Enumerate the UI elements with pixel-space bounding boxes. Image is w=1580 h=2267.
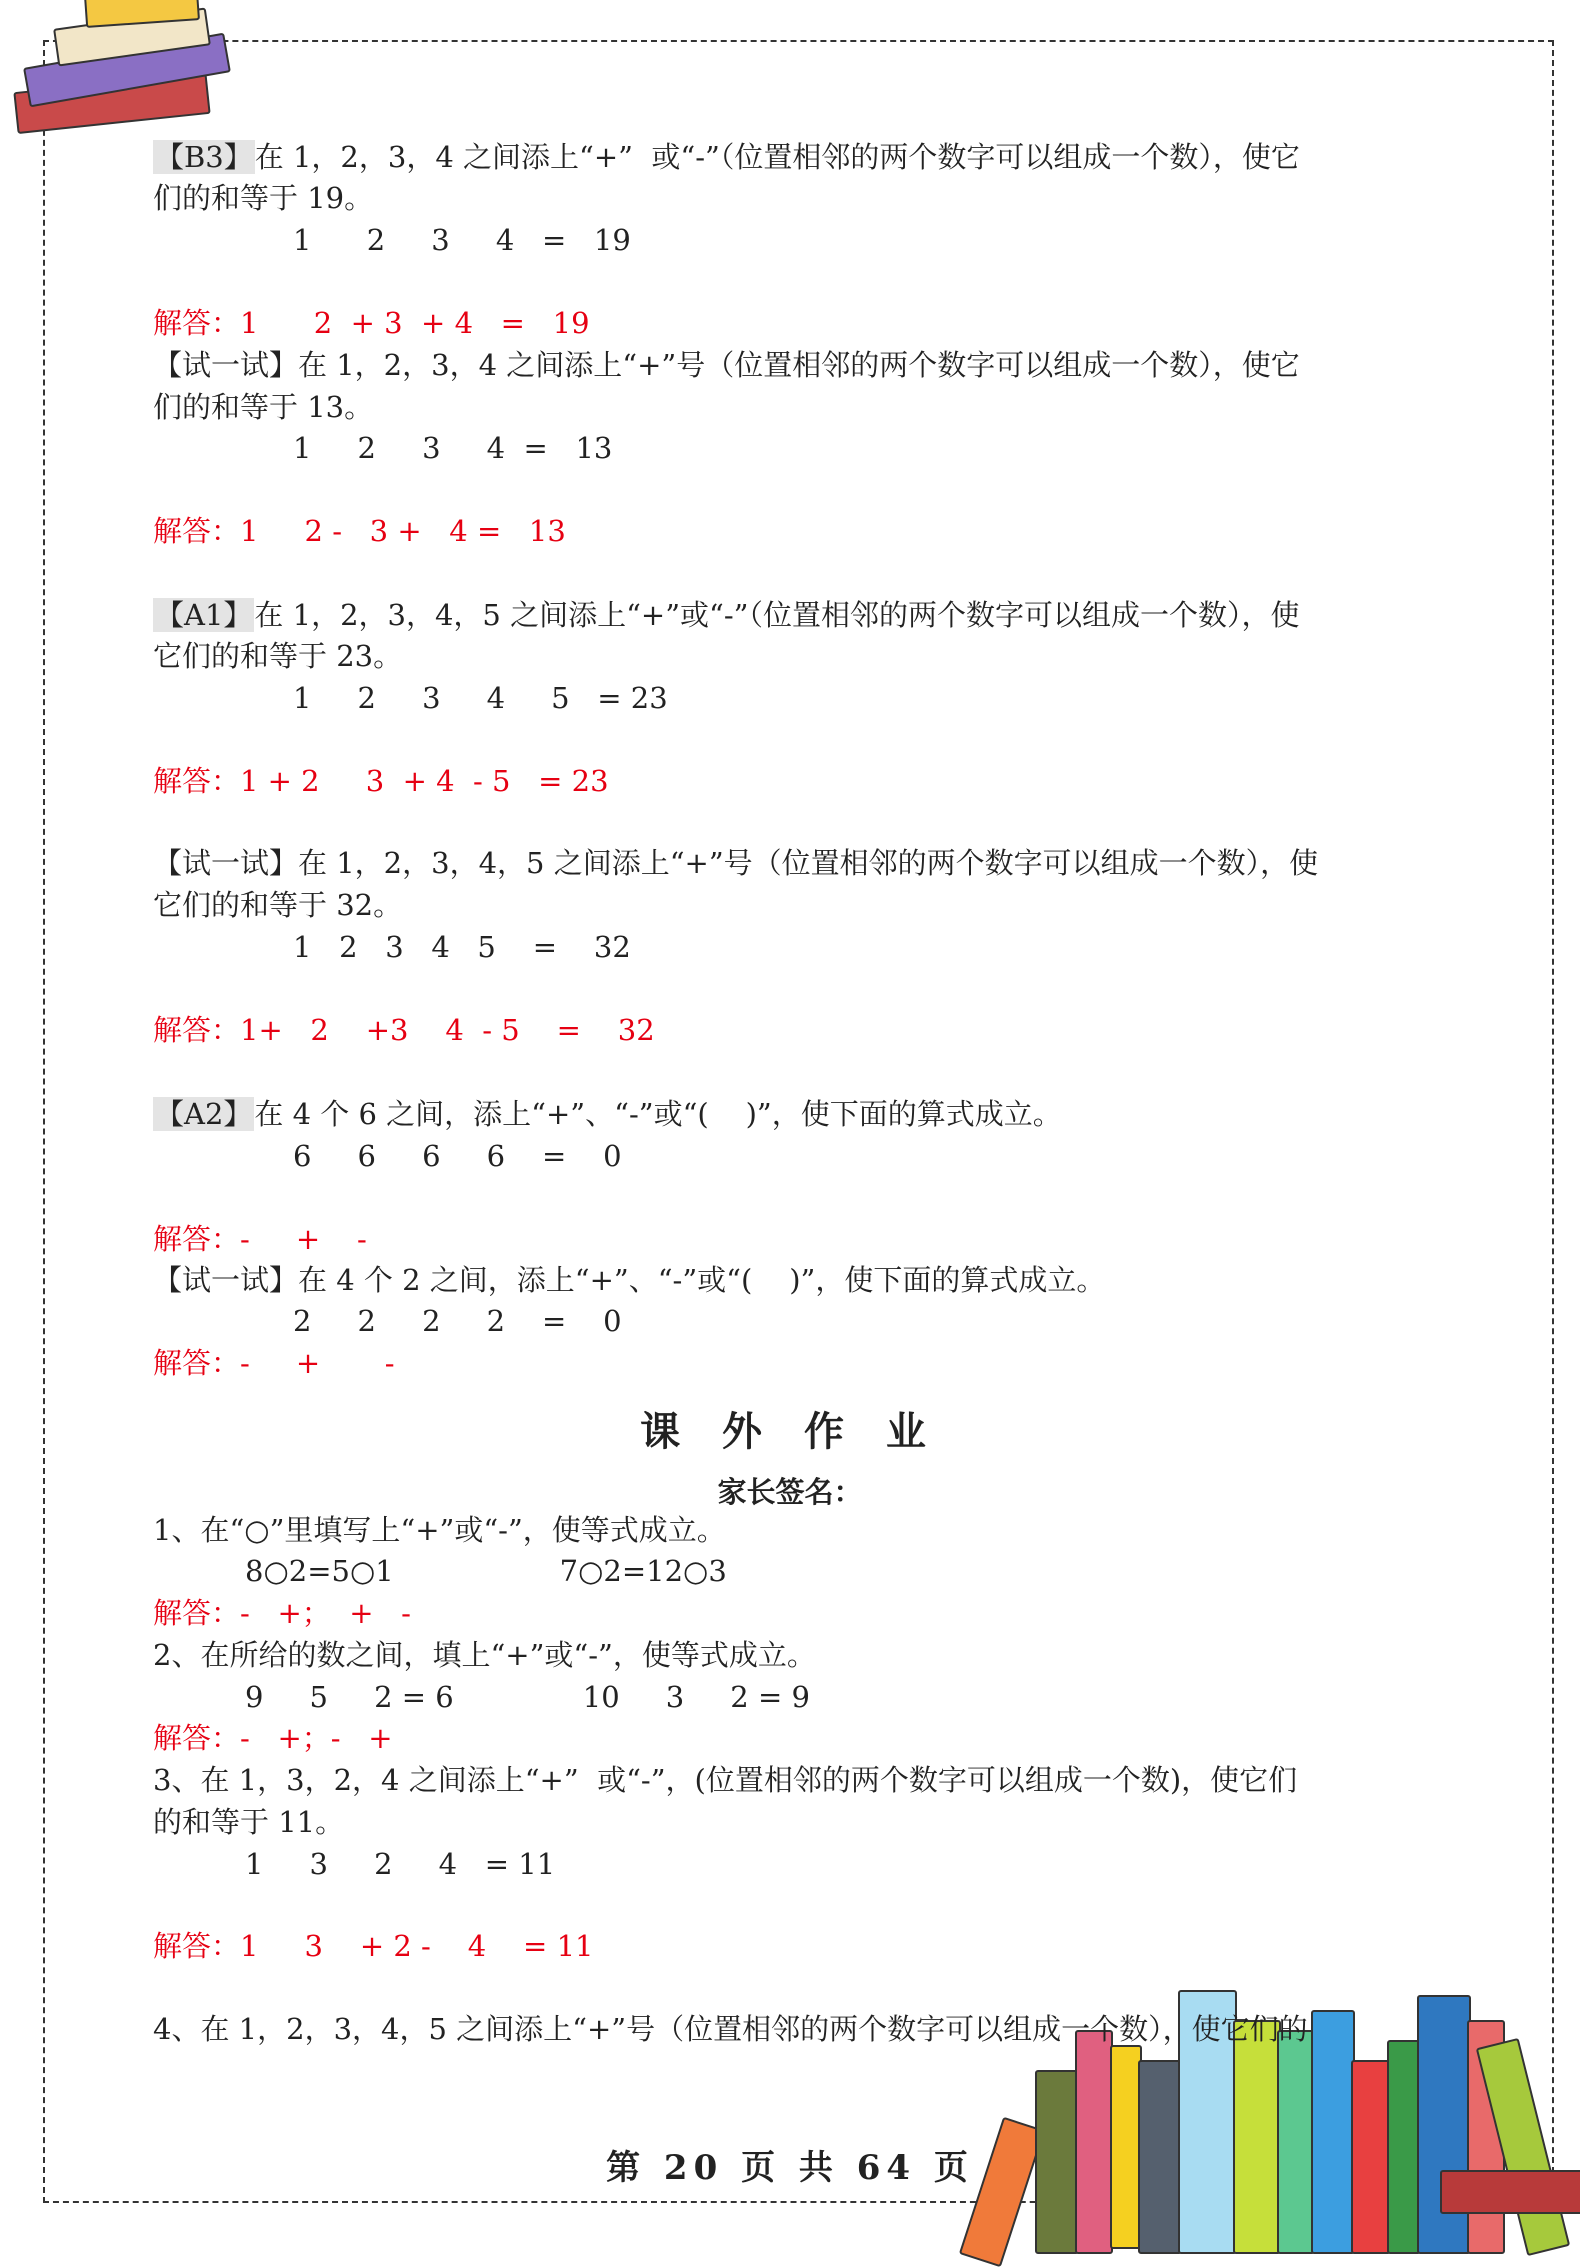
line-text: 解答：1 2 - 3 + 4 = 13 [153, 514, 566, 548]
answer-line [153, 511, 566, 551]
problem-tag: 【B3】 [155, 140, 253, 174]
answer-line [153, 1926, 593, 1966]
answer-line [153, 1010, 655, 1050]
equation-line [293, 220, 631, 260]
line-text: 解答：- +；- + [153, 1721, 393, 1755]
question-line [153, 345, 1300, 385]
line-text: 在 1，2，3，4 之间添上“+” 或“-”（位置相邻的两个数字可以组成一个数），使它 [254, 140, 1300, 174]
equation-line [293, 927, 631, 967]
line-text: 1、在“○”里填写上“+”或“-”，使等式成立。 [153, 1513, 726, 1547]
question-line [153, 1094, 1062, 1134]
line-text: 【试一试】在 1，2，3，4 之间添上“+”号（位置相邻的两个数字可以组成一个数），使它 [153, 348, 1300, 382]
book-icon [1311, 2010, 1355, 2254]
answer-line [153, 1343, 395, 1383]
page-number-footer: 第 20 页 共 64 页 [606, 2148, 974, 2188]
question-line [153, 636, 402, 676]
book-icon [1417, 1995, 1471, 2254]
equation-line [293, 428, 612, 468]
equation-line [293, 1301, 622, 1341]
question-line [153, 595, 1300, 635]
answer-line [153, 1718, 393, 1758]
line-text: 它们的和等于 32。 [153, 888, 403, 922]
equation-line [293, 1136, 622, 1176]
line-text: 在 1，2，3，4，5 之间添上“+”或“-”（位置相邻的两个数字可以组成一个数），使 [254, 598, 1300, 632]
line-text: 2 2 2 2 = 0 [293, 1304, 622, 1338]
line-text: 们的和等于 19。 [153, 181, 374, 215]
question-line [153, 1802, 344, 1842]
equation-line [245, 1677, 810, 1717]
line-text: 它们的和等于 23。 [153, 639, 403, 673]
line-text: 1 3 2 4 = 11 [245, 1847, 556, 1881]
question-line [153, 387, 373, 427]
problem-tag: 【A1】 [155, 598, 253, 632]
homework-title: 课 外 作 业 [640, 1408, 940, 1455]
line-text: 9 5 2 = 6 10 3 2 = 9 [245, 1680, 810, 1714]
answer-line [153, 1593, 411, 1633]
question-line [153, 1760, 1297, 1800]
line-text: 6 6 6 6 = 0 [293, 1139, 622, 1173]
answer-line [153, 303, 590, 343]
line-text: 们的和等于 13。 [153, 390, 374, 424]
line-text: 解答：1 + 2 3 + 4 - 5 = 23 [153, 764, 609, 798]
answer-line [153, 1219, 367, 1259]
line-text: 1 2 3 4 5 = 23 [293, 681, 668, 715]
line-text: 解答：- + - [153, 1346, 395, 1380]
question-line [153, 1260, 1105, 1300]
question-line [153, 1510, 726, 1550]
books-stack-decoration [5, 0, 235, 140]
line-text: 解答：1+ 2 +3 4 - 5 = 32 [153, 1013, 655, 1047]
line-text: 2、在所给的数之间，填上“+”或“-”，使等式成立。 [153, 1638, 816, 1672]
line-text: 3、在 1，3，2，4 之间添上“+” 或“-”，(位置相邻的两个数字可以组成一个数)，使它们 [153, 1763, 1298, 1797]
line-text: 1 2 3 4 = 13 [293, 431, 613, 465]
line-text: 解答：- +； + - [153, 1596, 411, 1630]
line-text: 在 4 个 6 之间，添上“+”、“-”或“( )”，使下面的算式成立。 [254, 1097, 1062, 1131]
line-text: 1 2 3 4 5 = 32 [293, 930, 631, 964]
line-text: 8○2=5○1 7○2=12○3 [245, 1554, 727, 1588]
question-line [153, 1635, 816, 1675]
question-line [153, 137, 1300, 177]
answer-line [153, 761, 609, 801]
line-text: 解答：1 2 + 3 + 4 = 19 [153, 306, 590, 340]
question-line [153, 843, 1318, 883]
line-text: 4、在 1，2，3，4，5 之间添上“+”号（位置相邻的两个数字可以组成一个数），使它们的 [153, 2012, 1308, 2046]
equation-line [245, 1844, 555, 1884]
line-text: 1 2 3 4 = 19 [293, 223, 631, 257]
line-text: 【试一试】在 1，2，3，4，5 之间添上“+”号（位置相邻的两个数字可以组成一个数），使 [153, 846, 1319, 880]
question-line [153, 2009, 1308, 2049]
book-icon [1233, 2020, 1281, 2254]
line-text: 解答：1 3 + 2 - 4 = 11 [153, 1929, 594, 1963]
line-text: 解答：- + - [153, 1222, 367, 1256]
question-line [153, 178, 373, 218]
equation-line [293, 678, 668, 718]
parent-signature-label: 家长签名： [717, 1475, 863, 1509]
line-text: 【试一试】在 4 个 2 之间，添上“+”、“-”或“( )”，使下面的算式成立。 [153, 1263, 1106, 1297]
question-line [153, 885, 402, 925]
line-text: 的和等于 11。 [153, 1805, 345, 1839]
equation-line [245, 1551, 727, 1591]
problem-tag: 【A2】 [155, 1097, 253, 1131]
